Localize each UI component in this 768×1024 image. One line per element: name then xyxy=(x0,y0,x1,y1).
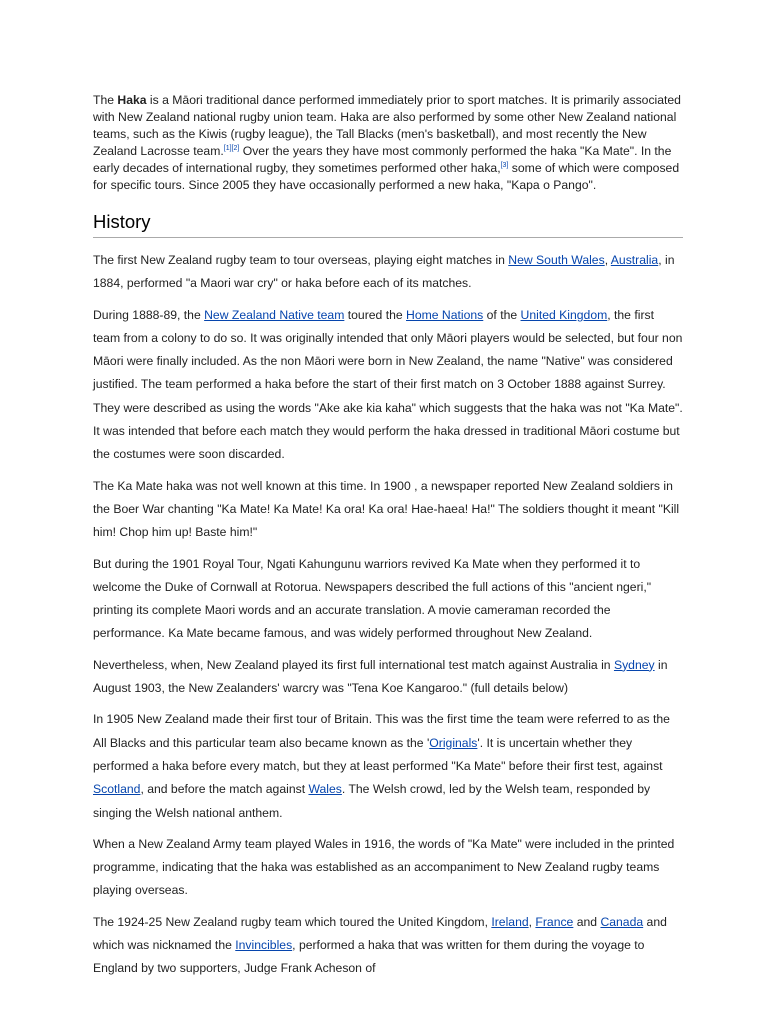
intro-term: Haka xyxy=(117,93,147,107)
paragraph-text: The first New Zealand rugby team to tour overseas, playing eight matches in xyxy=(93,253,509,267)
paragraph-text: During 1888-89, the xyxy=(93,307,205,322)
paragraph-text: , in 1884, performed "a Maori war cry" or haka before each of its matches. xyxy=(93,253,675,291)
history-paragraph xyxy=(93,911,683,981)
link-new-zealand-native-team[interactable]: New Zealand Native team xyxy=(204,307,345,322)
paragraph-text: , the first team from a colony to do so. It was originally intended that only Māori players would be selected, but four non Māori were finally included. As the non Māori were born in New Zealand, the name "Native" was considered justified. The team performed a haka before the start of their first match on 3 October 1888 against Surrey. They were described as using the words "Ake ake kia kaha" which suggests that the haka was not "Ka Mate". It was intended that before each match they would perform the haka dressed in traditional Māori costume but the costumes were soon discarded. xyxy=(93,307,683,462)
link-originals[interactable]: Originals xyxy=(429,735,478,750)
paragraph-text: Nevertheless, when, New Zealand played its first full international test match against Australia in xyxy=(93,657,614,672)
link-france[interactable]: France xyxy=(535,914,574,929)
intro-text: The xyxy=(93,93,118,107)
citation-link[interactable]: [3] xyxy=(500,161,509,169)
paragraph-text: in August 1903, the New Zealanders' warcry was "Tena Koe Kangaroo." (full details below) xyxy=(93,657,668,696)
history-paragraph xyxy=(93,654,683,701)
link-sydney[interactable]: Sydney xyxy=(613,657,655,672)
intro-text: Over the years they have most commonly performed the haka "Ka Mate". In the early decades of international rugby, they sometimes performed other haka, xyxy=(93,144,672,175)
paragraph-text: toured the xyxy=(344,307,407,322)
link-united-kingdom[interactable]: United Kingdom xyxy=(520,307,608,322)
intro-text: some of which were composed for specific tours. Since 2005 they have occasionally performed a new haka, "Kapa o Pango". xyxy=(93,161,680,192)
history-paragraph xyxy=(93,304,683,467)
paragraph-text: and xyxy=(573,914,601,929)
paragraph-text: , and before the match against xyxy=(140,782,309,797)
history-paragraph xyxy=(93,708,683,824)
link-new-south-wales[interactable]: New South Wales xyxy=(508,253,605,267)
link-ireland[interactable]: Ireland xyxy=(491,914,529,929)
article-body xyxy=(93,92,683,981)
paragraph-text: , xyxy=(604,253,611,267)
history-paragraph: But during the 1901 Royal Tour, Ngati Kahungunu warriors revived Ka Mate when they performed it to welcome the Duke of Cornwall at Rotorua. Newspapers described the full actions of this "ancient ngeri," printing its complete Maori words and an accurate translation. A movie cameraman recorded the performance. Ka Mate became famous, and was widely performed throughout New Zealand. xyxy=(93,556,652,641)
history-paragraph xyxy=(93,249,683,296)
link-australia[interactable]: Australia xyxy=(610,253,659,267)
intro-paragraph xyxy=(93,92,683,194)
link-canada[interactable]: Canada xyxy=(600,914,644,929)
citation-link[interactable]: [1][2] xyxy=(223,144,240,152)
intro-text: is a Māori traditional dance performed immediately prior to sport matches. It is primarily associated with New Zealand national rugby union team. Haka are also performed by some other New Zealand national teams, such as the Kiwis (rugby league), the Tall Blacks (men's basketball), and most recently the New Zealand Lacrosse team. xyxy=(93,93,681,158)
paragraph-text: and which was nicknamed the xyxy=(93,914,667,953)
paragraph-text: The 1924-25 New Zealand rugby team which toured the United Kingdom, xyxy=(93,914,492,929)
paragraph-text: , performed a haka that was written for them during the voyage to England by two supporters, Judge Frank Acheson of xyxy=(93,938,645,976)
paragraph-text: , xyxy=(528,914,536,929)
paragraph-text: '. It is uncertain whether they performed a haka before every match, but they at least performed "Ka Mate" before their first test, against xyxy=(93,735,663,773)
paragraph-text: In 1905 New Zealand made their first tour of Britain. This was the first time the team were referred to as the All Blacks and this particular team also became known as the ' xyxy=(93,712,670,750)
link-wales[interactable]: Wales xyxy=(308,782,342,797)
history-paragraph: When a New Zealand Army team played Wales in 1916, the words of "Ka Mate" were included in the printed programme, indicating that the haka was established as an accompaniment to New Zealand rugby teams playing overseas. xyxy=(93,836,675,898)
paragraph-text: of the xyxy=(483,307,521,322)
section-heading-history: History xyxy=(93,209,683,238)
link-invincibles[interactable]: Invincibles xyxy=(235,938,293,953)
history-paragraph: The Ka Mate haka was not well known at this time. In 1900 , a newspaper reported New Zealand soldiers in the Boer War chanting "Ka Mate! Ka Mate! Ka ora! Ka ora! Hae-haea! Ha!" The soldiers thought it meant "Kill him! Chop him up! Baste him!" xyxy=(93,478,680,540)
paragraph-text: . The Welsh crowd, led by the Welsh team, responded by singing the Welsh national anthem. xyxy=(93,782,651,820)
link-scotland[interactable]: Scotland xyxy=(93,782,141,797)
link-home-nations[interactable]: Home Nations xyxy=(406,307,484,322)
